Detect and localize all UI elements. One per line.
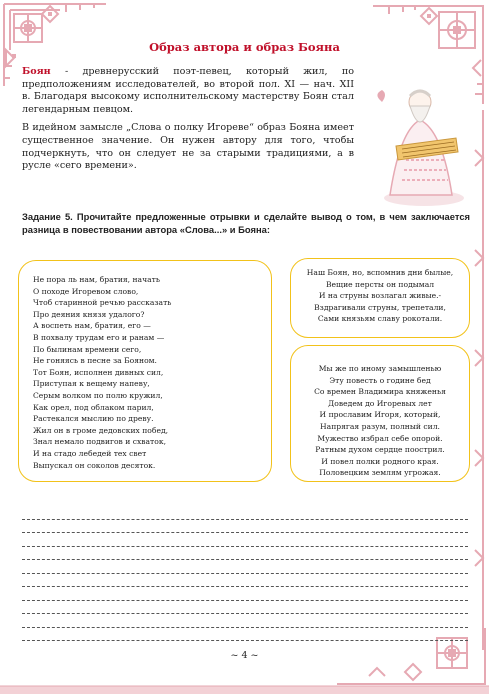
excerpt-right-bottom-box [290,345,470,482]
poem-line: Вещие персты он подымал [325,279,435,289]
poem-line: Эту повесть о године бед [329,375,431,385]
poem-line: Наш Боян, но, вспомнив дни былые, [306,268,454,277]
poem-line: И на стадо лебедей тех свет [33,448,147,458]
poem-line: Не пора ль нам, братия, начать [33,275,160,284]
term-boyan: Боян [22,66,51,77]
poem-line: В похвалу трудам его и ранам — [33,332,165,342]
answer-line[interactable] [22,614,468,628]
excerpt-left-box [18,260,272,482]
poem-line: И на струны возлагал живые.- [318,291,442,301]
excerpt-right-top-box [290,258,470,338]
term-definition: - древнерусский поэт-певец, который жил, по предположениям исследователей, во второй пол. XI — нач. XII в. Благодаря высокому исполнительскому мастерству Боян стал легендарным певцом. [22,66,354,115]
ornament-right-border-icon [471,110,487,650]
intro-text [22,66,354,179]
poem-line: Приступая к вещему напеву, [33,379,150,389]
answer-lines[interactable] [22,506,468,641]
poem-line: Мы же по иному замышленью [318,364,442,373]
answer-line[interactable] [22,547,468,561]
poem-line: По былинам времени сего, [33,344,142,354]
poem-line: Чтоб старинной речью рассказать [33,298,172,308]
answer-line[interactable] [22,628,468,642]
poem-line: Напрягая разум, полный сил. [320,421,440,431]
answer-line[interactable] [22,520,468,534]
poem-line: Ратным духом сердце поострил. [315,445,445,455]
answer-line[interactable] [22,506,468,520]
poem-line: И повел полки родного края. [321,456,439,466]
poem-line: Мужество избрал себе опорой. [317,433,443,443]
poem-line: Половецким землям угрожая. [319,468,441,478]
poem-line: Вздрагивали струны, трепетали, [314,302,446,312]
poem-line: Жил он в громе дедовских побед, [33,425,169,435]
page-title: Образ автора и образ Бояна [149,40,340,54]
poem-line: Как орел, под облаком парил, [33,402,154,412]
poem-line: Не гоняясь в песне за Бояном. [33,356,157,366]
page-number: ~ 4 ~ [230,650,259,661]
poem-line: Со времен Владимира княженья [314,387,446,397]
answer-line[interactable] [22,533,468,547]
answer-line[interactable] [22,587,468,601]
poem-line: Сами князьям славу рокотали. [317,314,443,324]
task-5-text: Задание 5. Прочитайте предложенные отрывки и сделайте вывод о том, в чем заключается разница в повествовании автора «Слова...» и Бояна: [22,211,470,235]
answer-line[interactable] [22,601,468,615]
answer-line[interactable] [22,560,468,574]
poem-line: А воспеть нам, братия, его — [33,321,151,331]
poem-line: Растекался мыслию по древу. [33,414,154,424]
poem-line: Доведем до Игоревых лет [328,398,432,408]
poem-line: Тот Боян, исполнен дивных сил, [33,367,164,377]
boyan-illustration-icon [360,60,470,210]
poem-line: Серым волком по полю кружил, [33,390,163,400]
poem-line: Знал немало подвигов и схваток, [33,437,166,447]
answer-line[interactable] [22,574,468,588]
poem-line: И прославим Игоря, который, [319,410,441,420]
ornament-bottom-band-icon [0,682,489,694]
poem-line: О походе Игоревом слово, [33,286,139,296]
intro-paragraph-2: В идейном замысле „Слова о полку Игореве“ образ Бояна имеет существенное значение. Он нужен автору для того, чтобы подчеркнуть, что он следует не за старыми традициями, а в русле «сего времени». [22,122,354,172]
poem-line: Выпускал он соколов десяток. [33,460,156,470]
intro-paragraph-1 [22,66,354,116]
poem-line: Про деяния князя удалого? [33,309,145,319]
